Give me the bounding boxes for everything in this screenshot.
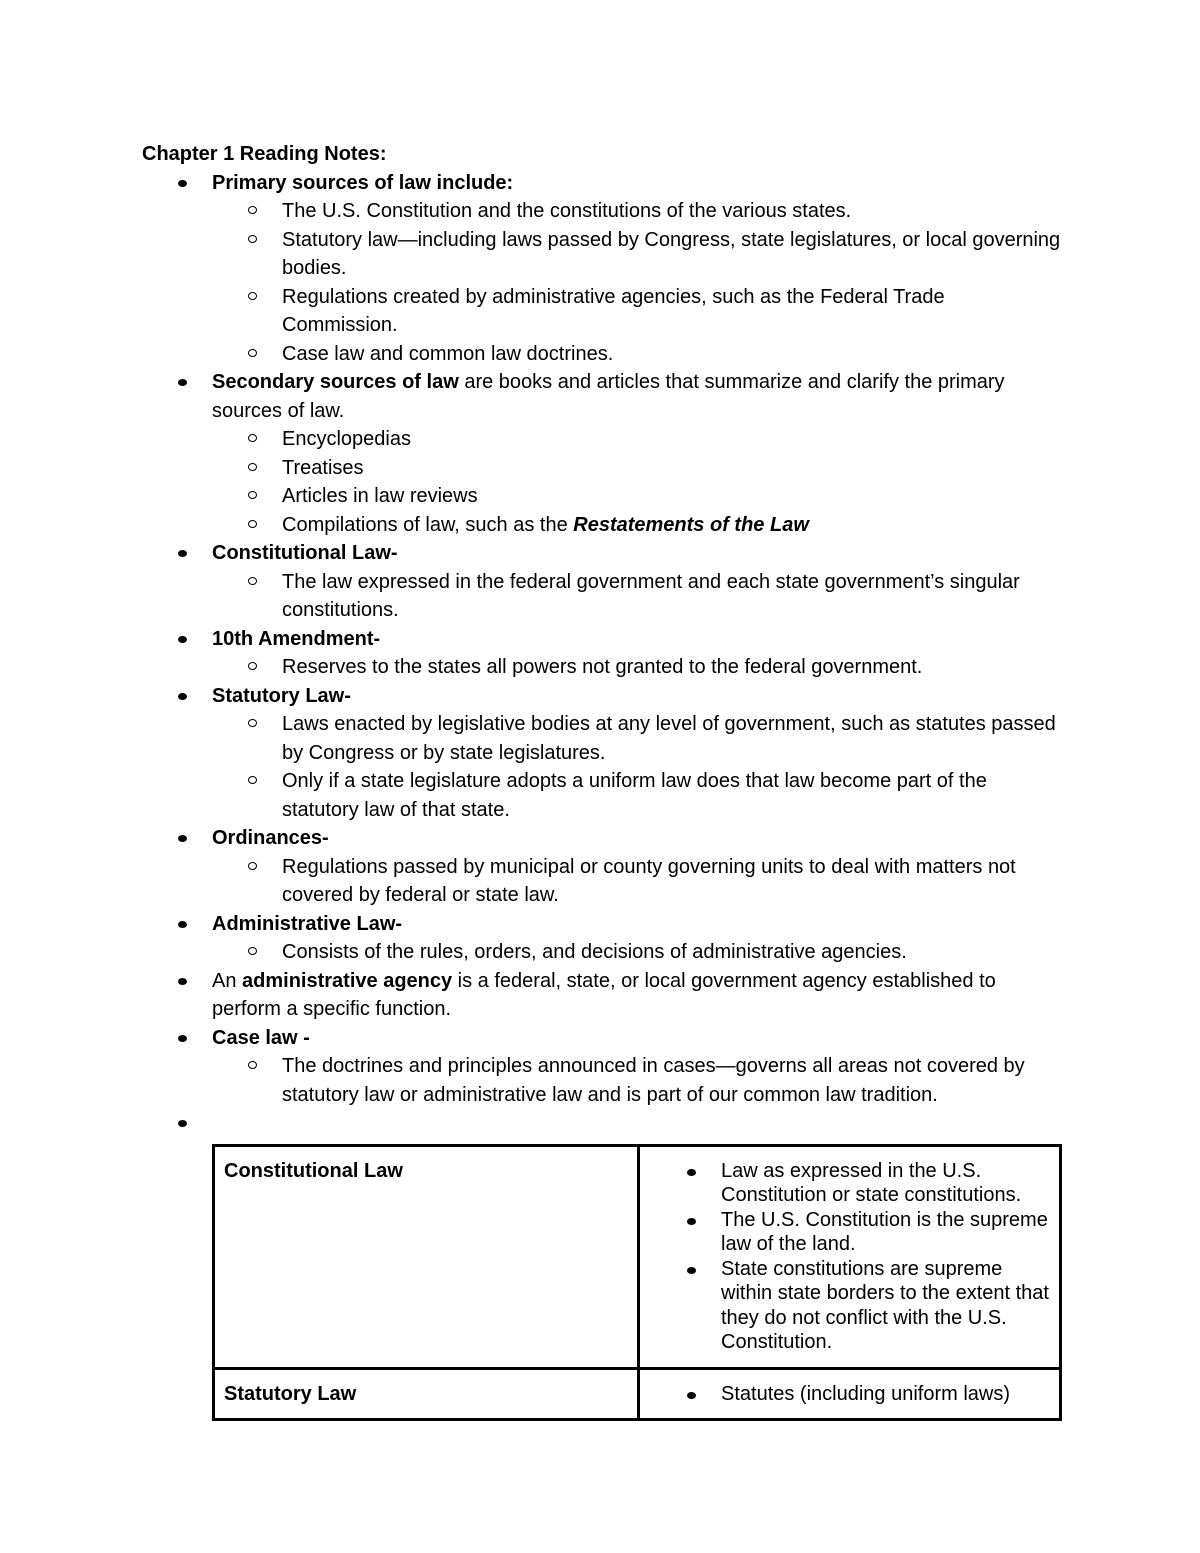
list-item-administrative bbox=[142, 910, 1062, 967]
secondary-term: Secondary sources of law bbox=[212, 371, 459, 393]
table-cell-label: Statutory Law bbox=[214, 1368, 639, 1420]
primary-heading: Primary sources of law include: bbox=[212, 171, 514, 194]
list-item-compilations bbox=[212, 511, 1062, 540]
secondary-text: are books and articles that summarize and clarify the primary sources of law. bbox=[212, 371, 1005, 422]
compilations-prefix: Compilations of law, such as the bbox=[282, 513, 574, 536]
ordinances-sublist bbox=[142, 853, 1062, 910]
list-item: Law as expressed in the U.S. Constitution or state constitutions. bbox=[649, 1159, 1050, 1208]
primary-sublist bbox=[142, 197, 1062, 368]
table-cell-label: Constitutional Law bbox=[214, 1145, 639, 1368]
list-item-secondary bbox=[142, 368, 1062, 539]
agency-prefix: An bbox=[212, 969, 243, 992]
list-item: Regulations passed by municipal or county governing units to deal with matters not covered by federal or state law. bbox=[212, 853, 1062, 910]
agency-text: is a federal, state, or local government agency established to perform a specific function. bbox=[212, 969, 996, 1020]
list-item: Articles in law reviews bbox=[212, 482, 1062, 511]
table-cell-points bbox=[639, 1145, 1061, 1368]
document-body bbox=[142, 140, 1062, 1421]
agency-term: administrative agency bbox=[242, 969, 453, 992]
list-item: Only if a state legislature adopts a uniform law does that law become part of the statutory law of that state. bbox=[212, 767, 1062, 824]
list-item: The U.S. Constitution is the supreme law of the land. bbox=[649, 1208, 1050, 1257]
constitutional-heading: Constitutional Law- bbox=[212, 542, 398, 564]
notes-list bbox=[142, 169, 1062, 1422]
list-item: Case law and common law doctrines. bbox=[212, 340, 1062, 369]
statutory-sublist bbox=[142, 710, 1062, 824]
list-item: Reserves to the states all powers not granted to the federal government. bbox=[212, 653, 1062, 682]
list-item: Treatises bbox=[212, 454, 1062, 483]
table-cell-points bbox=[639, 1368, 1061, 1420]
list-item: The U.S. Constitution and the constitutions of the various states. bbox=[212, 197, 1062, 226]
page-title: Chapter 1 Reading Notes: bbox=[142, 143, 387, 165]
list-item-table bbox=[142, 1109, 1062, 1421]
list-item-constitutional bbox=[142, 539, 1062, 625]
list-item: The doctrines and principles announced in cases—governs all areas not covered by statutory law or administrative law and is part of our common law tradition. bbox=[212, 1052, 1062, 1109]
list-item: Consists of the rules, orders, and decisions of administrative agencies. bbox=[212, 938, 1062, 967]
list-item: State constitutions are supreme within state borders to the extent that they do not conflict with the U.S. Constitution. bbox=[649, 1257, 1050, 1355]
administrative-heading: Administrative Law- bbox=[212, 912, 403, 935]
tenth-heading: 10th Amendment- bbox=[212, 627, 381, 650]
list-item-tenth-amendment bbox=[142, 625, 1062, 682]
restatements-title: Restatements of the Law bbox=[573, 513, 809, 536]
statutory-heading: Statutory Law- bbox=[212, 684, 351, 707]
list-item-agency bbox=[142, 967, 1062, 1024]
empty-bullet-line bbox=[212, 1109, 1062, 1138]
list-item: Encyclopedias bbox=[212, 425, 1062, 454]
list-item: Regulations created by administrative agencies, such as the Federal Trade Commission. bbox=[212, 283, 1062, 340]
list-item: The law expressed in the federal government and each state government’s singular constitutions. bbox=[212, 568, 1062, 625]
caselaw-heading: Case law - bbox=[212, 1026, 310, 1049]
table-row bbox=[214, 1368, 1061, 1420]
tenth-sublist bbox=[142, 653, 1062, 682]
list-item: Statutes (including uniform laws) bbox=[649, 1382, 1050, 1407]
list-item-statutory bbox=[142, 682, 1062, 825]
secondary-sublist bbox=[142, 425, 1062, 539]
list-item-ordinances bbox=[142, 824, 1062, 910]
table-row bbox=[214, 1145, 1061, 1368]
administrative-sublist bbox=[142, 938, 1062, 967]
list-item-caselaw bbox=[142, 1024, 1062, 1110]
caselaw-sublist bbox=[142, 1052, 1062, 1109]
comparison-table bbox=[212, 1144, 1062, 1422]
constitutional-sublist bbox=[142, 568, 1062, 625]
list-item: Statutory law—including laws passed by Congress, state legislatures, or local governing bodies. bbox=[212, 226, 1062, 283]
list-item-primary bbox=[142, 169, 1062, 369]
ordinances-heading: Ordinances- bbox=[212, 827, 329, 849]
list-item: Laws enacted by legislative bodies at any level of government, such as statutes passed by Congress or by state legislatures. bbox=[212, 710, 1062, 767]
